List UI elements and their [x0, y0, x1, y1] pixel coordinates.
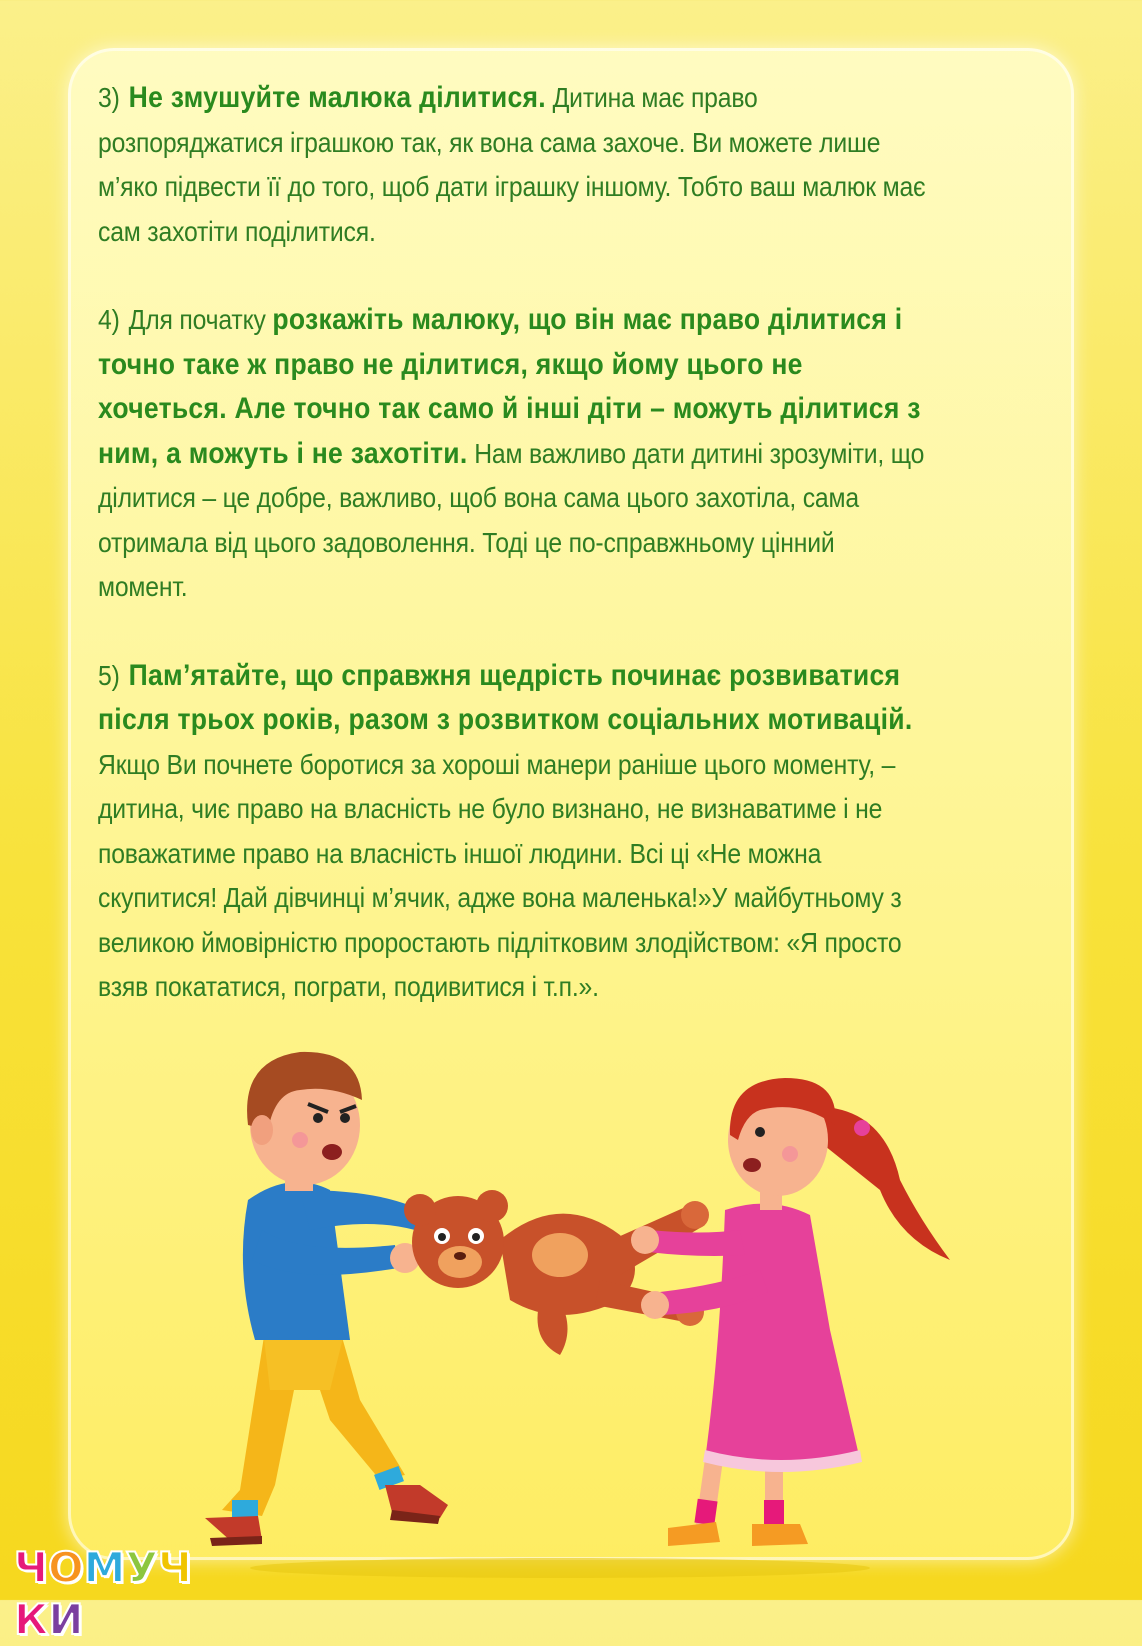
logo-letter: Ч — [157, 1543, 192, 1592]
girl-figure — [631, 1078, 950, 1546]
tip-5 — [98, 654, 926, 1010]
children-tug-of-war-illustration — [0, 1030, 1142, 1600]
tip-body: Нам важливо дати дитині зрозуміти, що ділитися – це добре, важливо, щоб вона сама цього захотіла, сама отримала від цього задоволення. Тоді це по-справжньому цінний момент. — [98, 437, 925, 602]
tip-heading: розкажіть малюку, що він має право ділитися і точно таке ж право не ділитися, якщо йому цього не хочеться. Але точно так само й інші діти – можуть ділитися з ним, а можуть і не захотіти. — [98, 303, 921, 470]
tip-body: Якщо Ви почнете боротися за хороші манери раніше цього моменту, – дитина, чиє право на власність не було визнано, не визнаватиме і не поважатиме право на власність іншої людини. Всі ці «Не можна скупитися! Дай дівчинці м’ячик, адже вона маленька!»У майбутньому з великою ймовірністю проростають підлітковим злодійством: «Я просто взяв покататися, пограти, подивитися і т.п.». — [98, 748, 902, 1002]
logo-letter: М — [83, 1543, 126, 1592]
boy-figure — [205, 1052, 448, 1546]
tip-body: Дитина має право розпоряджатися іграшкою так, як вона сама захоче. Ви можете лише м’яко підвести її до того, щоб дати іграшку іншому. Тобто ваш малюк має сам захотіти поділитися. — [98, 82, 926, 247]
tip-number: 5) — [98, 659, 120, 691]
tip-heading: Пам’ятайте, що справжня щедрість починає розвиватися після трьох років, разом з розвитком соціальних мотивацій. — [98, 658, 913, 736]
tip-number: 4) — [98, 304, 120, 335]
logo-letter: У — [125, 1543, 158, 1592]
tip-4 — [98, 298, 926, 610]
logo-letter: О — [47, 1543, 84, 1592]
article-text — [98, 76, 926, 1054]
teddy-bear — [404, 1190, 709, 1355]
logo-letter: К — [14, 1595, 49, 1644]
tip-3 — [98, 76, 926, 254]
chomuchky-logo — [14, 1542, 214, 1644]
tip-heading: Не змушуйте малюка ділитися. — [128, 81, 546, 114]
logo-letter: Ч — [14, 1543, 48, 1592]
tip-lead: Для початку — [128, 304, 273, 335]
tip-number: 3) — [98, 82, 120, 113]
logo-letter: И — [48, 1595, 84, 1644]
